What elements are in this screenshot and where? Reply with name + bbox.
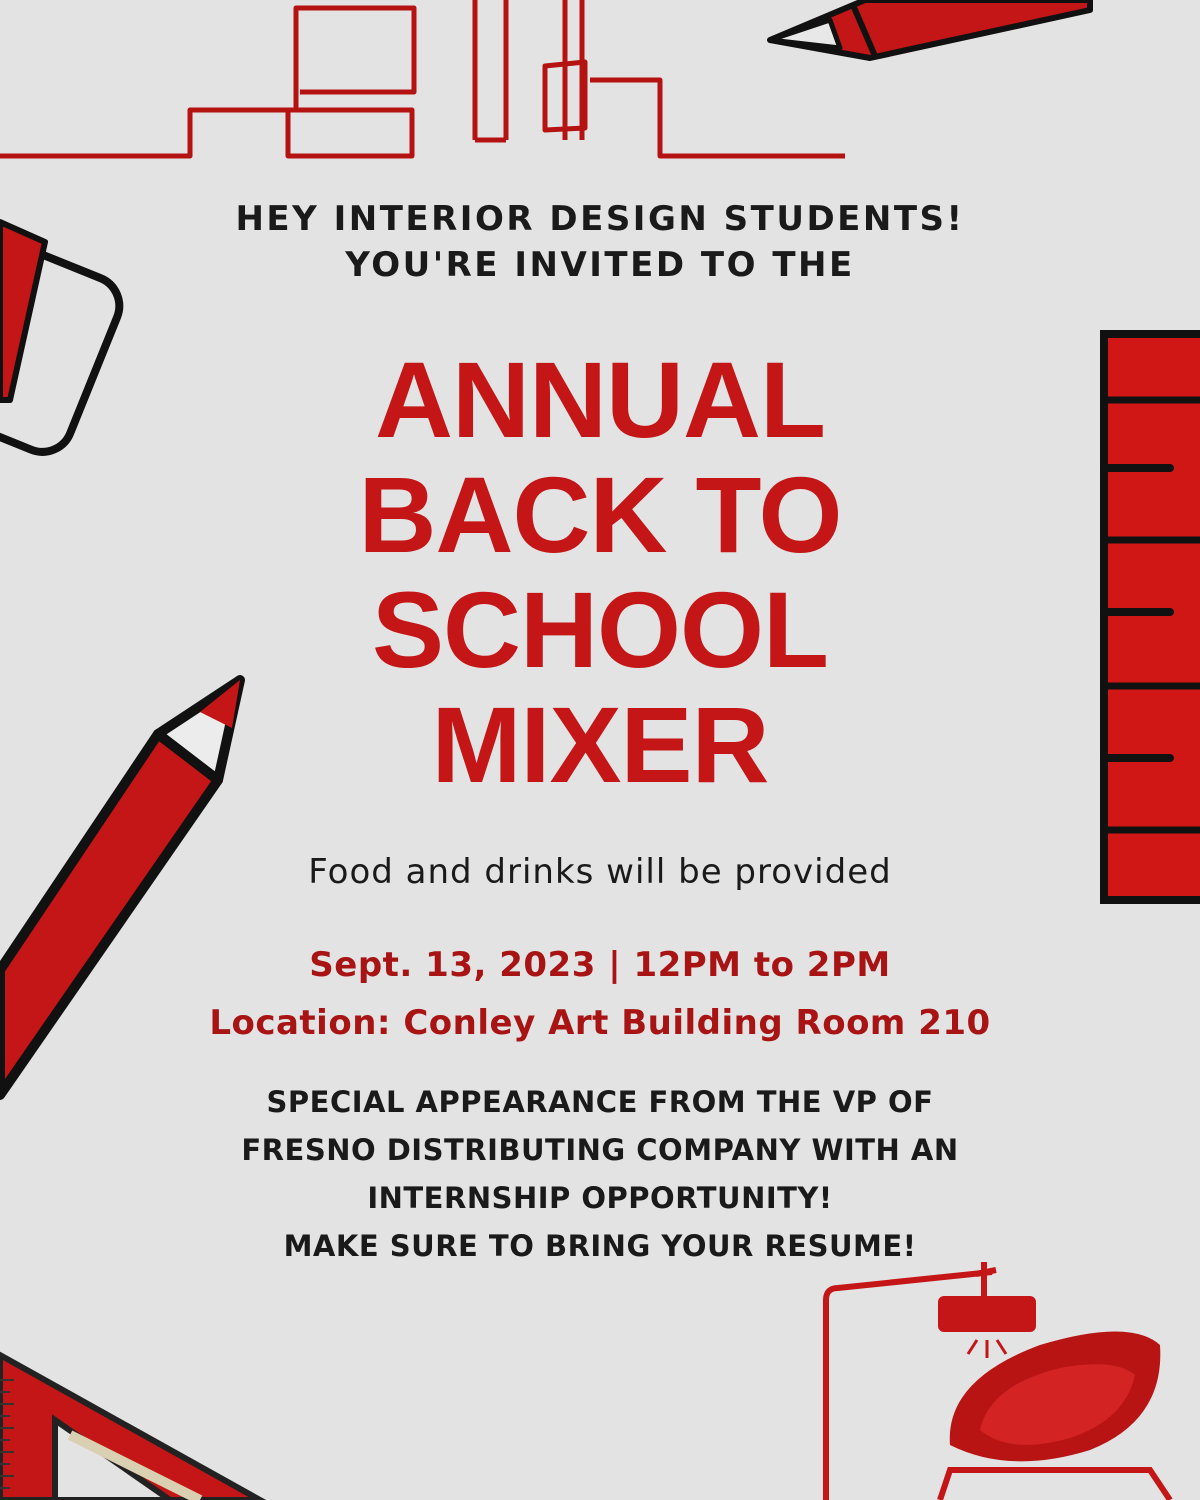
intro-line: HEY INTERIOR DESIGN STUDENTS! [235,199,965,239]
headline-line: MIXER [431,684,769,805]
intro-text [0,196,1200,288]
event-details [0,936,1200,1052]
food-note: Food and drinks will be provided [308,852,892,892]
event-headline [0,339,1200,805]
special-announcement [0,1078,1200,1270]
special-line: FRESNO DISTRIBUTING COMPANY WITH AN [241,1133,959,1167]
location: Location: Conley Art Building Room 210 [209,1003,991,1043]
special-line: INTERNSHIP OPPORTUNITY! [367,1181,833,1215]
chair-icon [940,1332,1170,1500]
date-time: Sept. 13, 2023 | 12PM to 2PM [309,945,891,985]
set-square-icon [0,1355,260,1500]
headline-line: BACK TO [358,454,842,575]
special-line: MAKE SURE TO BRING YOUR RESUME! [283,1229,917,1263]
headline-line: SCHOOL [371,569,828,690]
special-line: SPECIAL APPEARANCE FROM THE VP OF [266,1085,934,1119]
intro-line: YOU'RE INVITED TO THE [345,245,855,285]
headline-line: ANNUAL [375,339,825,460]
cityscape-line-icon [0,0,845,156]
pencil-icon [770,0,1090,58]
